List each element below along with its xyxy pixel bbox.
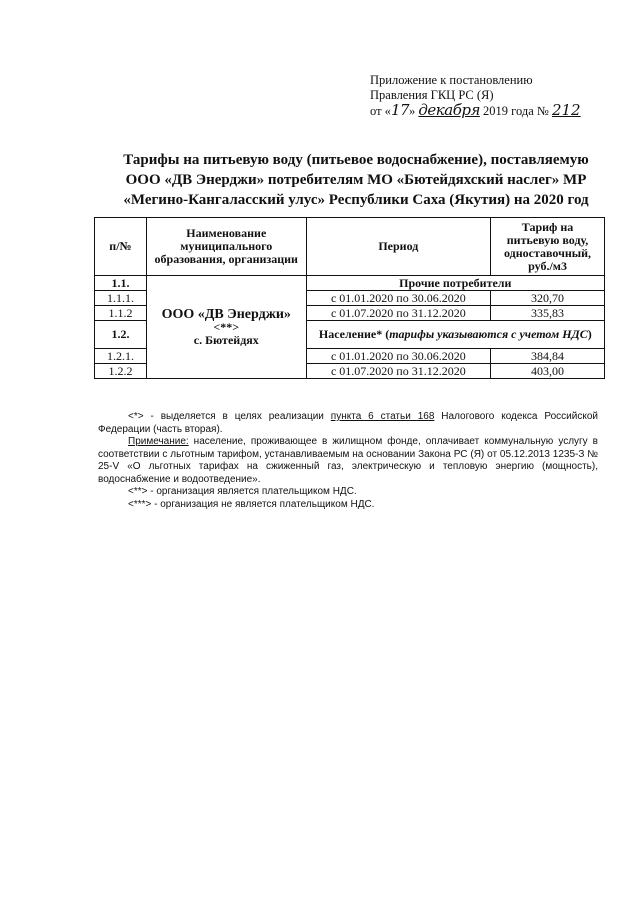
group-label: Прочие потребители [306,276,604,291]
org-place: с. Бютейдях [193,332,259,347]
org-cell [146,276,306,379]
header-tariff: Тариф на питьевую воду, одноставочный, руб./м3 [491,218,605,276]
footnote-1-mark: <*> [128,411,144,422]
appendix-block [370,73,581,119]
appendix-line-2: Правления ГКЦ РС (Я) [370,88,494,102]
footnote-3: <***> - организация не является плательщиком НДС. [128,498,375,510]
footnotes [98,411,598,511]
group-label-prefix: Население* ( [318,327,390,341]
footnote-1 [98,411,598,436]
note-text: население, проживающее в жилищном фонде, оплачивает коммунальную услугу в соответствии с льготным тарифом, устанавливаемым на основании Закона РС (Я) от 05.12.2013 1235-З № 25-V «О льготных тарифах на сжиженный газ, электрическую и тепловую энергию (мощность), водоснабжение и водоотведение». [98,436,598,485]
row-period: с 01.07.2020 по 31.12.2020 [306,306,490,321]
row-period: с 01.01.2020 по 30.06.2020 [306,291,490,306]
close-quote: » [409,104,416,118]
note-label: Примечание: [128,436,189,447]
row-period: с 01.07.2020 по 31.12.2020 [306,364,490,379]
row-num: 1.2.1. [95,349,147,364]
tariff-table [94,217,605,379]
row-num: 1.2. [95,321,147,349]
table-row [95,276,605,291]
group-label [306,321,604,349]
row-num: 1.1.2 [95,306,147,321]
appendix-line-1: Приложение к постановлению [370,73,533,87]
year-text: 2019 года № [483,104,549,118]
tax-code-link[interactable]: пункта 6 статьи 168 [330,411,435,422]
header-period: Период [306,218,490,276]
row-period: с 01.01.2020 по 30.06.2020 [306,349,490,364]
row-num: 1.1.1. [95,291,147,306]
table-header-row [95,218,605,276]
appendix-date-line [370,103,581,119]
handwritten-month: декабря [418,101,480,119]
footnote-2: <**> - организация является плательщиком НДС. [128,486,357,497]
row-tariff: 403,00 [491,364,605,379]
handwritten-day: 17 [390,101,410,119]
footnote-1-text-b: Налогового кодекса Российской Федерации (часть вторая). [98,411,598,435]
row-num: 1.1. [95,276,147,291]
title-line-2: ООО «ДВ Энерджи» потребителям МО «Бютейдяхский наслег» МР [125,172,587,188]
date-prefix: от « [370,104,391,118]
header-num: п/№ [95,218,147,276]
row-tariff: 320,70 [491,291,605,306]
group-label-italic: тарифы указываются с учетом НДС [389,327,588,341]
org-name: ООО «ДВ Энерджи» [161,306,291,322]
document-title [96,150,616,210]
footnote-1-text-a: - выделяется в целях реализации [143,411,331,422]
group-label-suffix: ) [587,327,592,341]
note [98,436,598,486]
row-num: 1.2.2 [95,364,147,379]
row-tariff: 335,83 [491,306,605,321]
handwritten-number: 212 [551,101,581,119]
org-footnote-mark: <**> [213,319,240,334]
row-tariff: 384,84 [491,349,605,364]
header-org: Наименование муниципального образования, организации [146,218,306,276]
title-line-1: Тарифы на питьевую воду (питьевое водоснабжение), поставляемую [123,152,589,168]
title-line-3: «Мегино-Кангаласский улус» Республики Саха (Якутия) на 2020 год [123,192,589,208]
